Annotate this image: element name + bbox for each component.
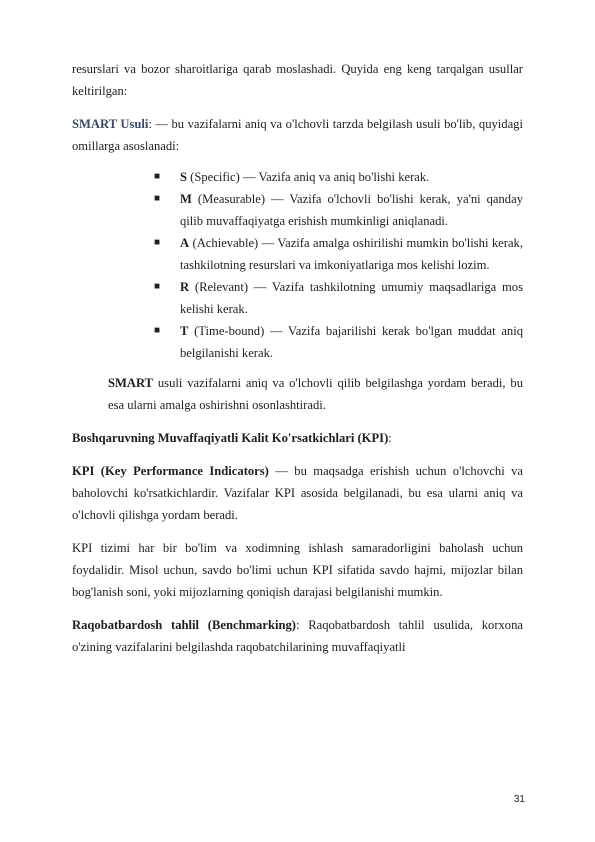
smart-heading: SMART Usuli [72, 117, 149, 131]
criterion-text: (Measurable) — Vazifa o'lchovli bo'lishi kerak, ya'ni qanday qilib muvaffaqiyatga erishish mumkinligi aniqlanadi. [180, 192, 523, 228]
kpi-heading [72, 427, 523, 449]
criterion-text: (Achievable) — Vazifa amalga oshirilishi mumkin bo'lishi kerak, tashkilotning resurslari va imkoniyatlariga mos kelishi lozim. [180, 236, 523, 272]
criterion-s [154, 166, 523, 188]
square-bullet-icon: ■ [154, 171, 161, 182]
kpi-definition-paragraph [72, 460, 523, 526]
kpi-definition-text: — bu maqsadga erishish uchun o'lchovchi va baholovchi ko'rsatkichlardir. Vazifalar KPI asosida belgilanadi, bu esa ularni aniq va o'lchovli qilishga yordam beradi. [72, 464, 524, 522]
criterion-text: (Specific) — Vazifa aniq va aniq bo'lishi kerak. [187, 170, 430, 184]
smart-summary-text: usuli vazifalarni aniq va o'lchovli qilib belgilashga yordam beradi, bu esa ularni amalga oshirishni osonlashtiradi. [108, 376, 523, 412]
criterion-text: (Relevant) — Vazifa tashkilotning umumiy maqsadlariga mos kelishi kerak. [180, 280, 523, 316]
square-bullet-icon: ■ [154, 237, 161, 248]
criterion-letter: S [180, 170, 188, 184]
smart-paragraph [72, 113, 523, 157]
criterion-text: (Time-bound) — Vazifa bajarilishi kerak bo'lgan muddat aniq belgilanishi kerak. [180, 324, 523, 360]
kpi-usage-paragraph: KPI tizimi har bir bo'lim va xodimning ishlash samaradorligini baholash uchun foydalidir. Misol uchun, savdo bo'limi uchun KPI sifatida savdo hajmi, mijozlar bilan bog'lanish soni, yoki mijozlarning qoniqish darajasi belgilanishi mumkin. [72, 541, 523, 599]
benchmarking-paragraph [72, 614, 523, 658]
square-bullet-icon: ■ [154, 281, 161, 292]
criterion-letter: A [180, 236, 190, 250]
square-bullet-icon: ■ [154, 193, 161, 204]
criterion-letter: M [180, 192, 192, 206]
smart-text: : — bu vazifalarni aniq va o'lchovli tarzda belgilash usuli bo'lib, quyidagi omillarga asoslanadi: [72, 117, 523, 153]
criterion-letter: R [180, 280, 190, 294]
kpi-definition-bold: KPI (Key Performance Indicators) [72, 464, 269, 478]
criterion-r [154, 276, 523, 320]
criterion-a [154, 232, 523, 276]
criterion-m [154, 188, 523, 232]
kpi-heading-bold: Boshqaruvning Muvaffaqiyatli Kalit Ko'rsatkichlari (KPI) [72, 431, 389, 445]
document-page [72, 58, 523, 658]
criterion-t [154, 320, 523, 364]
criterion-letter: T [180, 324, 189, 338]
smart-criteria-list [72, 166, 523, 364]
benchmarking-text: : Raqobatbardosh tahlil usulida, korxona o'zining vazifalarini belgilashda raqobatchilarining muvaffaqiyatli [72, 618, 523, 654]
intro-paragraph: resurslari va bozor sharoitlariga qarab moslashadi. Quyida eng keng tarqalgan usullar keltirilgan: [72, 62, 523, 98]
kpi-heading-tail: : [388, 431, 392, 445]
smart-summary-paragraph [108, 372, 523, 416]
smart-summary-bold: SMART [108, 376, 154, 390]
square-bullet-icon: ■ [154, 325, 161, 336]
page-number: 31 [513, 794, 525, 805]
benchmarking-bold: Raqobatbardosh tahlil (Benchmarking) [72, 618, 296, 632]
